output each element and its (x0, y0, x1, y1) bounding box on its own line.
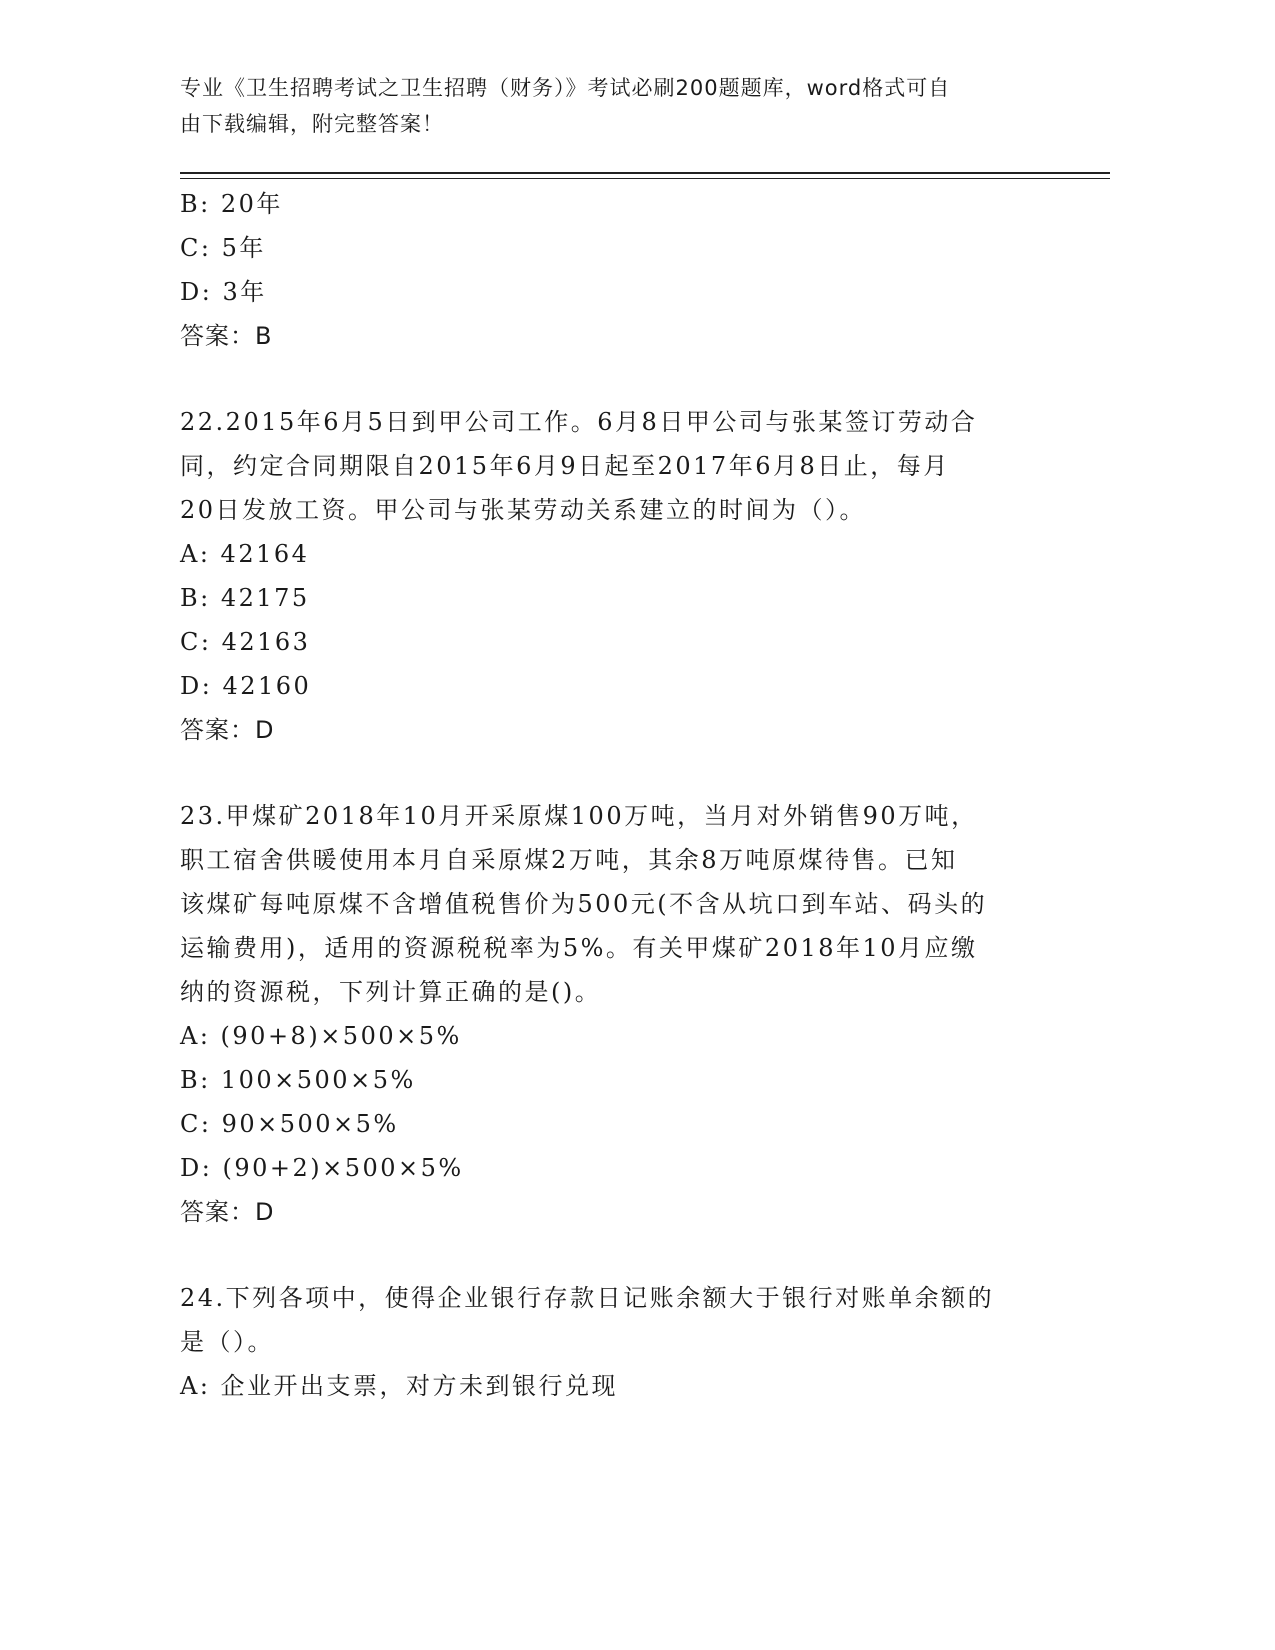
spacer (180, 358, 1040, 400)
question-24 (180, 1276, 1040, 1408)
option-b: B: 20年 (180, 190, 283, 218)
question-22 (180, 400, 1040, 752)
question-text-line: 职工宿舍供暖使用本月自采原煤2万吨，其余8万吨原煤待售。已知 (180, 846, 958, 874)
option-d: D: (90+2)×500×5% (180, 1154, 464, 1182)
answer-label: 答案：D (180, 1198, 275, 1226)
question-text-line: 24.下列各项中，使得企业银行存款日记账余额大于银行对账单余额的 (180, 1284, 995, 1312)
question-text-line: 是（）。 (180, 1328, 274, 1356)
document-body (180, 182, 1040, 1408)
option-c: C: 90×500×5% (180, 1110, 399, 1138)
spacer (180, 1234, 1040, 1276)
option-d: D: 3年 (180, 278, 267, 306)
option-a: A: 企业开出支票，对方未到银行兑现 (180, 1372, 619, 1400)
question-23 (180, 794, 1040, 1234)
question-text-line: 同，约定合同期限自2015年6月9日起至2017年6月8日止，每月 (180, 452, 950, 480)
answer-label: 答案：D (180, 716, 275, 744)
header-divider-thick (180, 172, 1110, 174)
answer-label: 答案：B (180, 322, 273, 350)
question-text-line: 该煤矿每吨原煤不含增值税售价为500元(不含从坑口到车站、码头的 (180, 890, 988, 918)
option-b: B: 42175 (180, 584, 310, 612)
option-a: A: 42164 (180, 540, 310, 568)
question-text-line: 23.甲煤矿2018年10月开采原煤100万吨，当月对外销售90万吨， (180, 802, 978, 830)
question-21-tail (180, 182, 1040, 358)
header-divider-thin (180, 178, 1110, 179)
option-c: C: 42163 (180, 628, 311, 656)
header-line-2: 由下载编辑，附完整答案！ (180, 112, 444, 136)
question-text-line: 20日发放工资。甲公司与张某劳动关系建立的时间为（）。 (180, 496, 867, 524)
option-b: B: 100×500×5% (180, 1066, 416, 1094)
spacer (180, 752, 1040, 794)
header-line-1: 专业《卫生招聘考试之卫生招聘（财务）》考试必刷200题题库，word格式可自 (180, 76, 951, 100)
question-text-line: 运输费用)，适用的资源税税率为5%。有关甲煤矿2018年10月应缴 (180, 934, 978, 962)
option-d: D: 42160 (180, 672, 312, 700)
question-text-line: 纳的资源税，下列计算正确的是()。 (180, 978, 602, 1006)
document-header (180, 70, 1030, 142)
option-a: A: (90+8)×500×5% (180, 1022, 462, 1050)
option-c: C: 5年 (180, 234, 266, 262)
question-text-line: 22.2015年6月5日到甲公司工作。6月8日甲公司与张某签订劳动合 (180, 408, 978, 436)
